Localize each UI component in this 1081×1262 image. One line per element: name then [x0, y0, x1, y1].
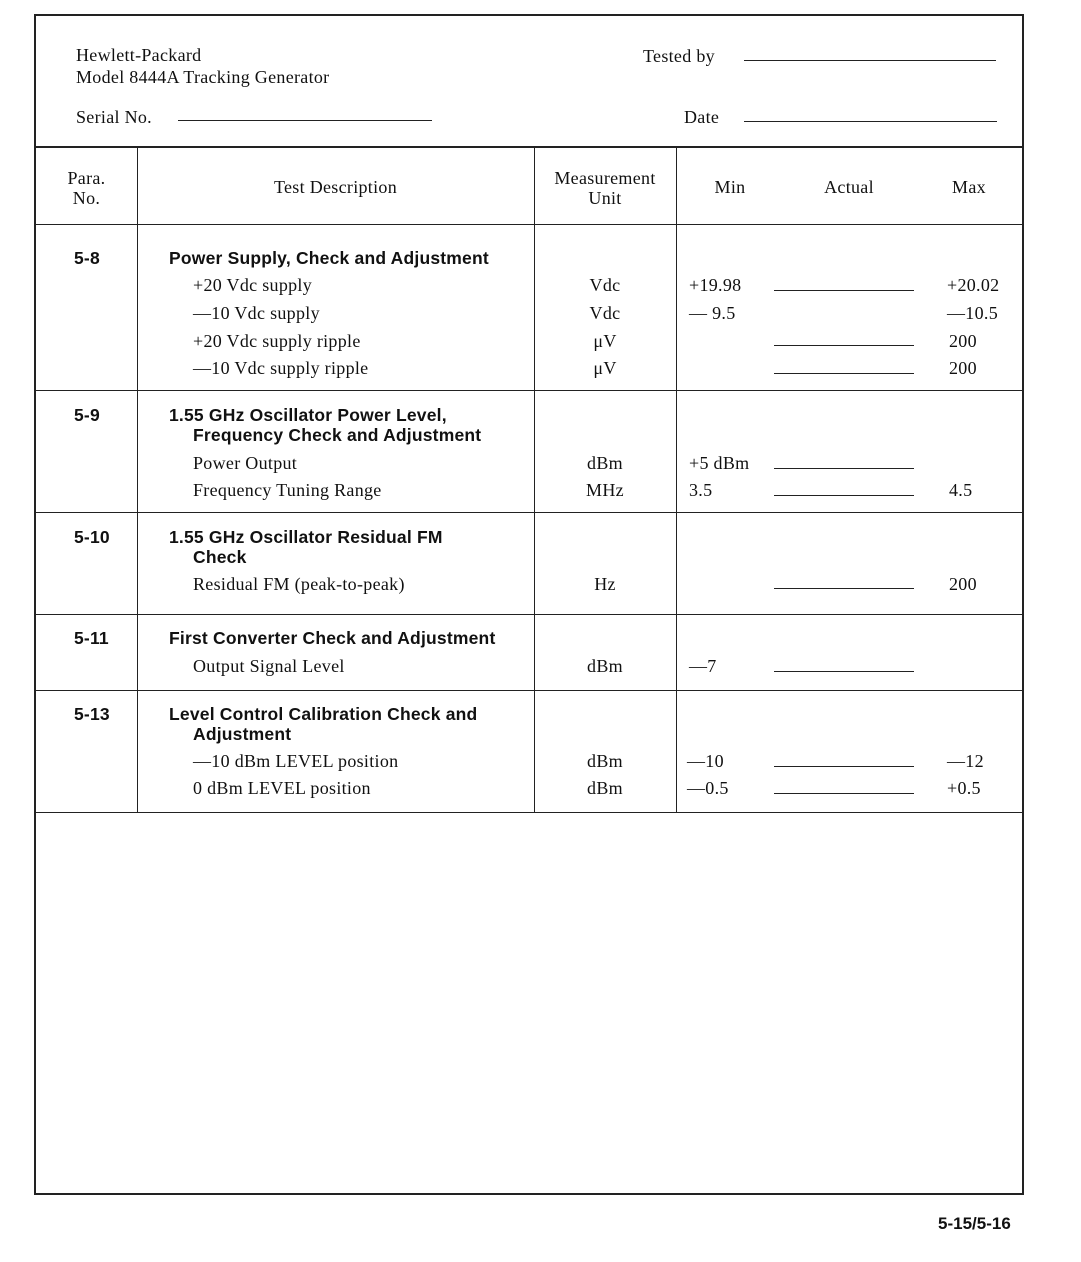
row-description: 0 dBm LEVEL position — [193, 778, 371, 798]
row-divider — [36, 614, 1022, 615]
actual-entry-field[interactable] — [774, 495, 914, 496]
row-min: +5 dBm — [689, 453, 750, 473]
row-description: —10 Vdc supply ripple — [193, 358, 369, 378]
col-header-description: Test Description — [273, 177, 397, 197]
row-min: —10 — [687, 751, 724, 771]
date-field[interactable] — [744, 121, 997, 122]
row-max: —10.5 — [947, 303, 998, 323]
section-title: 1.55 GHz Oscillator Power Level, — [169, 405, 447, 425]
section-title: 1.55 GHz Oscillator Residual FM — [169, 527, 443, 547]
col-header-para — [36, 168, 137, 208]
row-unit: dBm — [587, 453, 623, 473]
row-description: Frequency Tuning Range — [193, 480, 382, 500]
row-unit: μV — [593, 331, 617, 351]
row-divider — [36, 512, 1022, 513]
section-title: Level Control Calibration Check and — [169, 704, 478, 724]
col-header-para-line1: Para. — [67, 168, 106, 188]
row-min: — 9.5 — [689, 303, 736, 323]
row-max: +0.5 — [947, 778, 981, 798]
row-unit: dBm — [587, 778, 623, 798]
row-divider — [36, 812, 1022, 813]
actual-entry-field[interactable] — [774, 671, 914, 672]
row-min: +19.98 — [689, 275, 742, 295]
actual-entry-field[interactable] — [774, 290, 914, 291]
col-header-unit — [534, 168, 676, 208]
row-description: +20 Vdc supply ripple — [193, 331, 361, 351]
section-title-continued: Frequency Check and Adjustment — [193, 425, 482, 445]
tested-by-field[interactable] — [744, 60, 996, 61]
row-divider — [36, 224, 1022, 225]
row-unit: Vdc — [589, 303, 621, 323]
row-unit: dBm — [587, 656, 623, 676]
row-unit: MHz — [586, 480, 624, 500]
row-description: —10 Vdc supply — [193, 303, 320, 323]
row-description: +20 Vdc supply — [193, 275, 313, 295]
col-header-para-line2: No. — [72, 188, 101, 208]
col-header-unit-line1: Measurement — [554, 168, 656, 188]
section-title: Power Supply, Check and Adjustment — [169, 248, 489, 268]
company-name: Hewlett-Packard — [76, 45, 202, 65]
col-header-actual: Actual — [824, 177, 874, 197]
row-min: —7 — [689, 656, 717, 676]
section-title: First Converter Check and Adjustment — [169, 628, 496, 648]
actual-entry-field[interactable] — [774, 373, 914, 374]
col-header-unit-line2: Unit — [588, 188, 622, 208]
row-unit: Hz — [594, 574, 616, 594]
serial-label: Serial No. — [76, 107, 152, 127]
row-unit: μV — [593, 358, 617, 378]
col-header-max: Max — [952, 177, 986, 197]
serial-field[interactable] — [178, 120, 432, 121]
row-max: 4.5 — [949, 480, 973, 500]
section-para: 5-10 — [74, 527, 110, 547]
row-min: 3.5 — [689, 480, 713, 500]
row-max: 200 — [949, 574, 977, 594]
actual-entry-field[interactable] — [774, 793, 914, 794]
test-record-form — [34, 14, 1024, 1195]
section-para: 5-8 — [74, 248, 100, 268]
section-para: 5-13 — [74, 704, 110, 724]
row-description: Output Signal Level — [193, 656, 345, 676]
tested-by-label: Tested by — [643, 46, 715, 66]
row-description: Residual FM (peak-to-peak) — [193, 574, 405, 594]
row-unit: dBm — [587, 751, 623, 771]
row-divider — [36, 690, 1022, 691]
col-header-min: Min — [714, 177, 746, 197]
section-title-continued: Check — [193, 547, 247, 567]
actual-entry-field[interactable] — [774, 766, 914, 767]
actual-entry-field[interactable] — [774, 345, 914, 346]
section-para: 5-11 — [74, 628, 109, 648]
form-header — [36, 16, 1022, 148]
page-number: 5-15/5-16 — [938, 1214, 1011, 1233]
row-max: +20.02 — [947, 275, 1000, 295]
date-label: Date — [684, 107, 720, 127]
section-title-continued: Adjustment — [193, 724, 292, 744]
row-min: —0.5 — [687, 778, 729, 798]
row-description: —10 dBm LEVEL position — [193, 751, 399, 771]
column-divider — [137, 148, 138, 812]
actual-entry-field[interactable] — [774, 468, 914, 469]
row-max: —12 — [947, 751, 984, 771]
row-max: 200 — [949, 331, 977, 351]
row-max: 200 — [949, 358, 977, 378]
column-divider — [676, 148, 677, 812]
section-para: 5-9 — [74, 405, 100, 425]
row-description: Power Output — [193, 453, 298, 473]
model-name: Model 8444A Tracking Generator — [76, 67, 330, 87]
actual-entry-field[interactable] — [774, 588, 914, 589]
row-unit: Vdc — [589, 275, 621, 295]
row-divider — [36, 390, 1022, 391]
